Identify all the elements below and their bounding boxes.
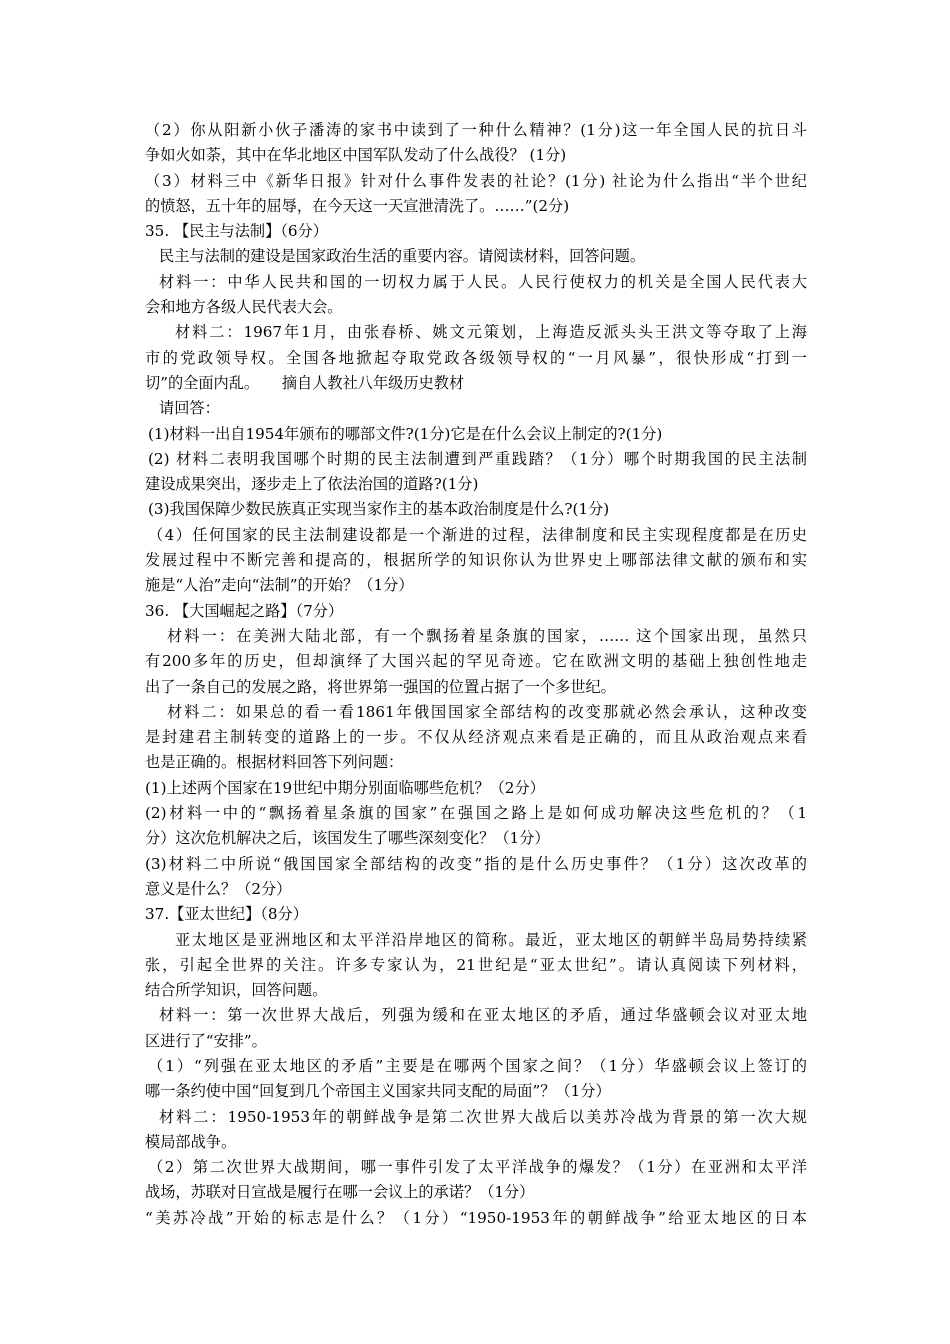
text-line: 35. 【民主与法制】（6分） xyxy=(145,222,328,241)
text-line: 亚太地区是亚洲地区和太平洋沿岸地区的简称。最近，亚太地区的朝鲜半岛局势持续紧 xyxy=(175,930,807,949)
text-line: 会和地方各级人民代表大会。 xyxy=(145,298,343,317)
text-line: 的愤怒，五十年的屈辱，在今天这一天宣泄清洗了。……”(2分) xyxy=(145,196,570,215)
text-line: 材料一：中华人民共和国的一切权力属于人民。人民行使权力的机关是全国人民代表大 xyxy=(159,272,807,291)
text-line: 战场，苏联对日宣战是履行在哪一会议上的承诺？（1分） xyxy=(145,1183,535,1202)
text-line: 区进行了“安排”。 xyxy=(145,1031,267,1050)
text-line: 请回答： xyxy=(159,399,220,418)
document-page xyxy=(145,118,807,1231)
text-line: 分）这次危机解决之后，该国发生了哪些深刻变化？（1分） xyxy=(145,829,550,848)
text-line: 材料二：1967年1月，由张春桥、姚文元策划，上海造反派头头王洪文等夺取了上海 xyxy=(175,323,807,342)
text-line: （3）材料三中《新华日报》针对什么事件发表的社论？(1分) 社论为什么指出“半个世纪 xyxy=(145,171,807,190)
text-line: 张，引起全世界的关注。许多专家认为，21世纪是“亚太世纪”。请认真阅读下列材料， xyxy=(145,955,807,974)
text-line: 模局部战争。 xyxy=(145,1132,237,1151)
text-line: 是封建君主制转变的道路上的一步。不仅从经济观点来看是正确的，而且从政治观点来看 xyxy=(145,728,807,747)
text-line: 材料一：第一次世界大战后，列强为缓和在亚太地区的矛盾，通过华盛顿会议对亚太地 xyxy=(159,1006,807,1025)
text-line: 切”的全面内乱。 摘自人教社八年级历史教材 xyxy=(145,373,465,392)
text-line: (2) 材料二表明我国哪个时期的民主法制遭到严重践踏？（1分）哪个时期我国的民主法制 xyxy=(148,449,807,468)
text-line: “美苏冷战”开始的标志是什么？（1分）“1950-1953年的朝鲜战争”给亚太地区的日本 xyxy=(145,1208,807,1227)
text-line: 结合所学知识，回答问题。 xyxy=(145,981,328,1000)
text-line: （2）你从阳新小伙子潘涛的家书中读到了一种什么精神？(1分)这一年全国人民的抗日斗 xyxy=(145,121,807,139)
text-line: （1）“列强在亚太地区的矛盾”主要是在哪两个国家之间？（1分）华盛顿会议上签订的 xyxy=(148,1056,807,1075)
text-line: 材料二：如果总的看一看1861年俄国国家全部结构的改变那就必然会承认，这种改变 xyxy=(167,702,807,721)
text-line: 有200多年的历史，但却演绎了大国兴起的罕见奇迹。它在欧洲文明的基础上独创性地走 xyxy=(145,652,807,671)
text-line: 争如火如荼，其中在华北地区中国军队发动了什么战役？ (1分) xyxy=(145,146,567,165)
text-line: (1)材料一出自1954年颁布的哪部文件?(1分)它是在什么会议上制定的?(1分) xyxy=(148,424,663,443)
text-line: (1)上述两个国家在19世纪中期分别面临哪些危机？（2分） xyxy=(145,778,545,797)
text-line: 建设成果突出，逐步走上了依法治国的道路?(1分) xyxy=(145,475,479,494)
text-line: 发展过程中不断完善和提高的，根据所学的知识你认为世界史上哪部法律文献的颁布和实 xyxy=(145,551,807,570)
text-line: 民主与法制的建设是国家政治生活的重要内容。请阅读材料，回答问题。 xyxy=(159,247,645,266)
text-line: 施是“人治”走向“法制”的开始？（1分） xyxy=(145,576,414,595)
text-line: 37.【亚太世纪】（8分） xyxy=(145,905,308,924)
text-line: 材料一：在美洲大陆北部，有一个飘扬着星条旗的国家，…… 这个国家出现，虽然只 xyxy=(167,626,807,645)
text-line: 哪一条约使中国“回复到几个帝国主义国家共同支配的局面”？（1分） xyxy=(145,1082,611,1101)
text-line: 出了一条自己的发展之路，将世界第一强国的位置占据了一个多世纪。 xyxy=(145,677,616,696)
text-line: (2)材料一中的“飘扬着星条旗的国家”在强国之路上是如何成功解决这些危机的？（1 xyxy=(145,804,807,823)
text-line: 意义是什么？（2分） xyxy=(145,879,292,898)
text-line: 36. 【大国崛起之路】（7分） xyxy=(145,601,344,620)
text-line: （4）任何国家的民主法制建设都是一个渐进的过程，法律制度和民主实现程度都是在历史 xyxy=(148,525,807,544)
text-line: （2）第二次世界大战期间，哪一事件引发了太平洋战争的爆发？（1分）在亚洲和太平洋 xyxy=(148,1158,807,1177)
text-line: (3)我国保障少数民族真正实现当家作主的基本政治制度是什么?(1分) xyxy=(148,500,610,519)
text-line: (3)材料二中所说“俄国国家全部结构的改变”指的是什么历史事件？（1分）这次改革的 xyxy=(145,854,807,873)
text-line: 材料二：1950-1953年的朝鲜战争是第二次世界大战后以美苏冷战为背景的第一次大规 xyxy=(159,1107,807,1126)
text-line: 市的党政领导权。全国各地掀起夺取党政各级领导权的“一月风暴”，很快形成“打到一 xyxy=(145,348,807,367)
text-line: 也是正确的。根据材料回答下列问题： xyxy=(145,753,404,772)
